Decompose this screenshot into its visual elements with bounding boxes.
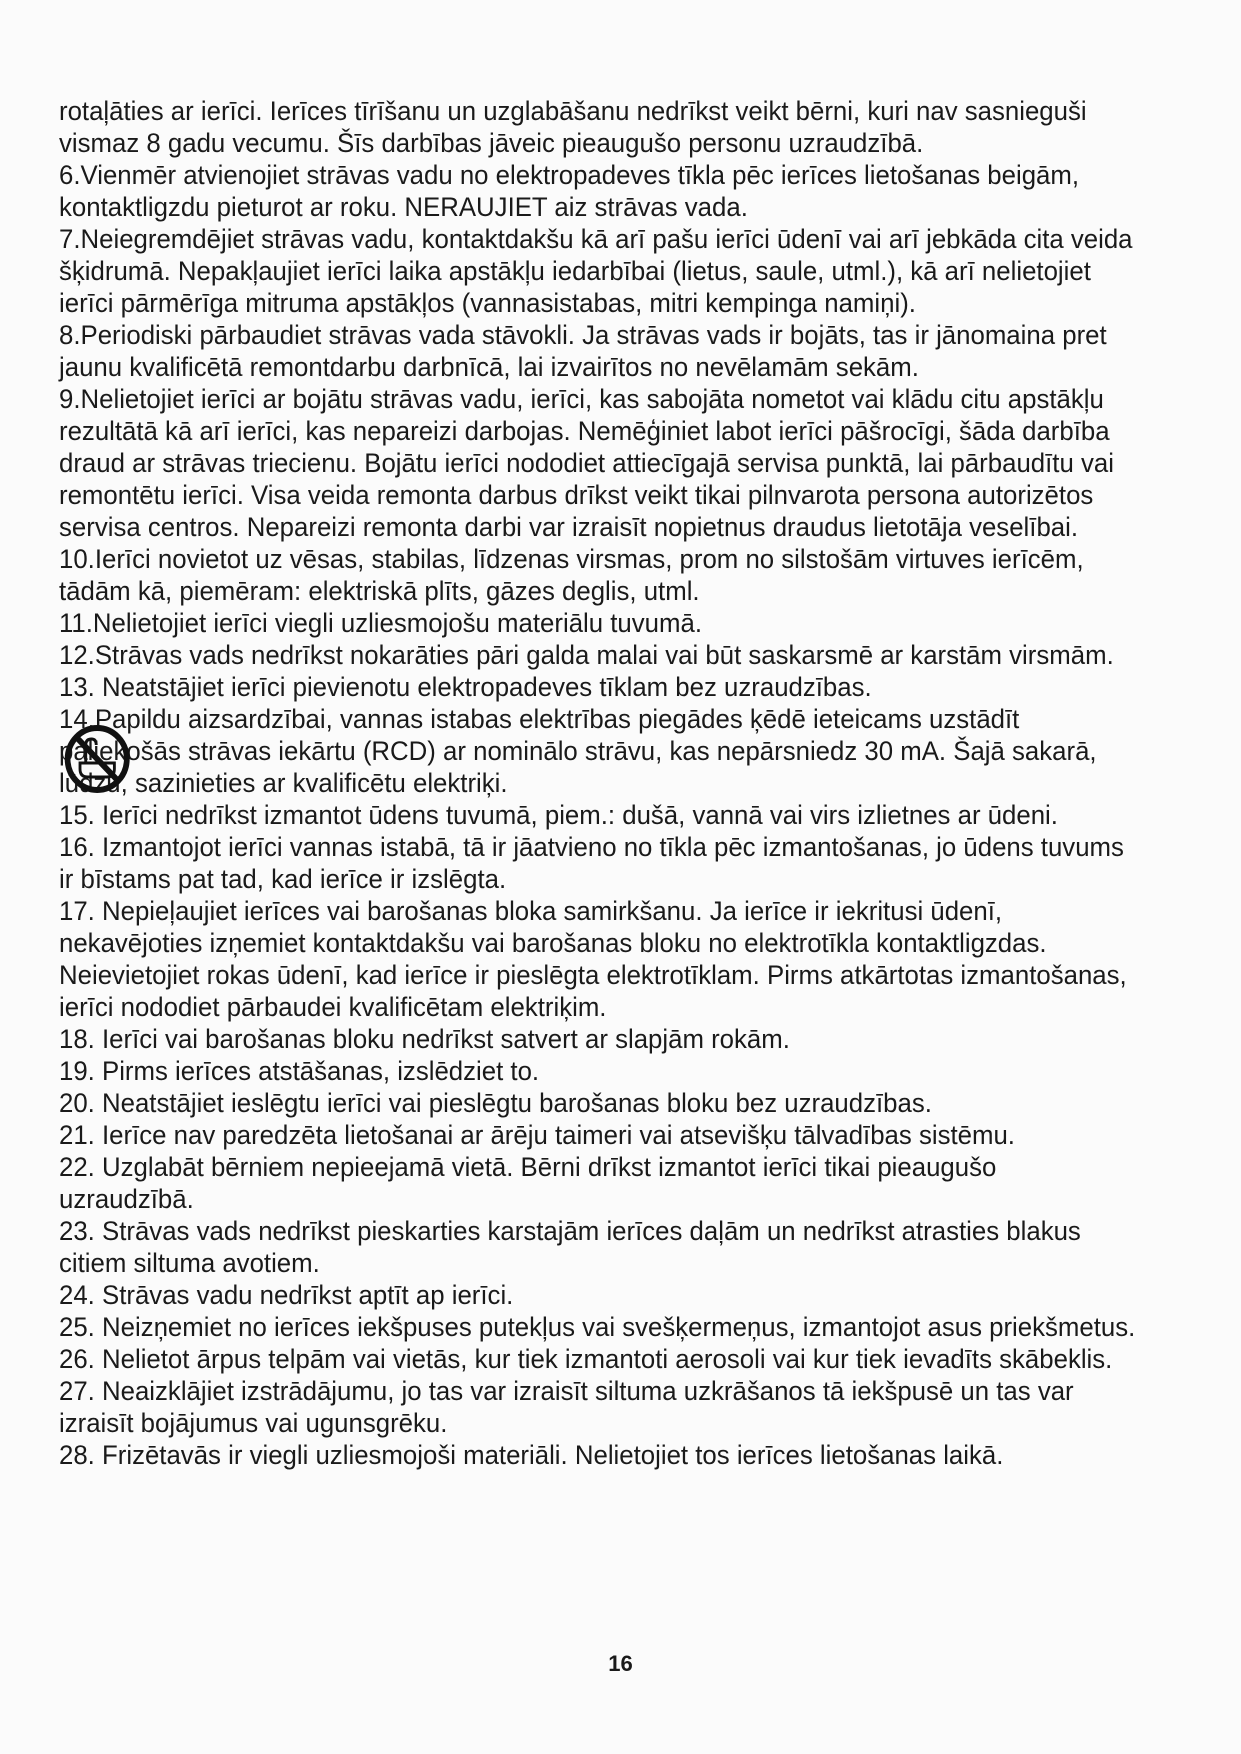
paragraph-23: 23. Strāvas vads nedrīkst pieskarties karstajām ierīces daļām un nedrīkst atrasties blakus citiem siltuma avotiem.: [59, 1216, 1081, 1278]
paragraph-13: 13. Neatstājiet ierīci pievienotu elektropadeves tīklam bez uzraudzības.: [59, 672, 872, 702]
paragraph-25: 25. Neizņemiet no ierīces iekšpuses putekļus vai svešķermeņus, izmantojot asus priekšmetus.: [59, 1312, 1136, 1342]
page-number: 16: [608, 1651, 633, 1676]
safety-instructions: [59, 95, 1138, 1471]
paragraph-27: 27. Neaizklājiet izstrādājumu, jo tas var izraisīt siltuma uzkrāšanos tā iekšpusē un tas var izraisīt bojājumus vai ugunsgrēku.: [59, 1376, 1074, 1438]
paragraph-15: 15. Ierīci nedrīkst izmantot ūdens tuvumā, piem.: dušā, vannā vai virs izlietnes ar ūdeni.: [59, 800, 1058, 830]
paragraph-28: 28. Frizētavās ir viegli uzliesmojoši materiāli. Nelietojiet tos ierīces lietošanas laikā.: [59, 1440, 1004, 1470]
warning-block: [59, 703, 1138, 831]
paragraph-19: 19. Pirms ierīces atstāšanas, izslēdziet to.: [59, 1056, 540, 1086]
paragraph-12: 12.Strāvas vads nedrīkst nokarāties pāri galda malai vai būt saskarsmē ar karstām virsmām.: [59, 640, 1114, 670]
paragraph-14: 14.Papildu aizsardzībai, vannas istabas elektrības piegādes ķēdē ieteicams uzstādīt paliekošās strāvas iekārtu (RCD) ar nominālo strāvu, kas nepārsniedz 30 mA. Šajā sakarā, lūdzu, sazinieties ar kvalificētu elektriķi.: [59, 704, 1097, 798]
paragraph-24: 24. Strāvas vadu nedrīkst aptīt ap ierīci.: [59, 1280, 514, 1310]
paragraph-20: 20. Neatstājiet ieslēgtu ierīci vai pieslēgtu barošanas bloku bez uzraudzības.: [59, 1088, 932, 1118]
paragraph-7: 7.Neiegremdējiet strāvas vadu, kontaktdakšu kā arī pašu ierīci ūdenī vai arī jebkāda cita veida šķidrumā. Nepakļaujiet ierīci laika apstākļu iedarbībai (lietus, saule, utml.), kā arī nelietojiet ierīci pārmērīga mitruma apstākļos (vannasistabas, mitri kempinga namiņi).: [59, 224, 1133, 318]
paragraph-8: 8.Periodiski pārbaudiet strāvas vada stāvokli. Ja strāvas vads ir bojāts, tas ir jānomaina pret jaunu kvalificētā remontdarbu darbnīcā, lai izvairītos no nevēlamām sekām.: [59, 320, 1107, 382]
paragraph-16: 16. Izmantojot ierīci vannas istabā, tā ir jāatvieno no tīkla pēc izmantošanas, jo ūdens tuvums ir bīstams pat tad, kad ierīce ir izslēgta.: [59, 832, 1124, 894]
no-bathtub-warning-icon: [63, 723, 132, 795]
paragraph-21: 21. Ierīce nav paredzēta lietošanai ar ārēju taimeri vai atsevišķu tālvadības sistēmu.: [59, 1120, 1015, 1150]
paragraph-22: 22. Uzglabāt bērniem nepieejamā vietā. Bērni drīkst izmantot ierīci tikai pieaugušo uzraudzībā.: [59, 1152, 997, 1214]
paragraph-18: 18. Ierīci vai barošanas bloku nedrīkst satvert ar slapjām rokām.: [59, 1024, 790, 1054]
paragraph-26: 26. Nelietot ārpus telpām vai vietās, kur tiek izmantoti aerosoli vai kur tiek ievadīts skābeklis.: [59, 1344, 1113, 1374]
paragraph-11: 11.Nelietojiet ierīci viegli uzliesmojošu materiālu tuvumā.: [59, 608, 702, 638]
paragraph-9: 9.Nelietojiet ierīci ar bojātu strāvas vadu, ierīci, kas sabojāta nometot vai klādu citu apstākļu rezultātā kā arī ierīci, kas nepareizi darbojas. Nemēģiniet labot ierīci pāšrocīgi, šāda darbība draud ar strāvas triecienu. Bojātu ierīci nododiet attiecīgajā servisa punktā, lai pārbaudītu vai remontētu ierīci. Visa veida remonta darbus drīkst veikt tikai pilnvarota persona autorizētos servisa centros. Nepareizi remonta darbi var izraisīt nopietnus draudus lietotāja veselībai.: [59, 384, 1114, 542]
paragraph-5-continued: rotaļāties ar ierīci. Ierīces tīrīšanu un uzglabāšanu nedrīkst veikt bērni, kuri nav sasnieguši vismaz 8 gadu vecumu. Šīs darbības jāveic pieaugušo personu uzraudzībā.: [59, 96, 1087, 158]
paragraph-10: 10.Ierīci novietot uz vēsas, stabilas, līdzenas virsmas, prom no silstošām virtuves ierīcēm, tādām kā, piemēram: elektriskā plīts, gāzes deglis, utml.: [59, 544, 1084, 606]
paragraph-6: 6.Vienmēr atvienojiet strāvas vadu no elektropadeves tīkla pēc ierīces lietošanas beigām, kontaktligzdu pieturot ar roku. NERAUJIET aiz strāvas vada.: [59, 160, 1080, 222]
paragraph-17: 17. Nepieļaujiet ierīces vai barošanas bloka samirkšanu. Ja ierīce ir iekritusi ūdenī, nekavējoties izņemiet kontaktdakšu vai barošanas bloku no elektrotīkla kontaktligzdas. Neievietojiet rokas ūdenī, kad ierīce ir pieslēgta elektrotīklam. Pirms atkārtotas izmantošanas, ierīci nododiet pārbaudei kvalificētam elektriķim.: [59, 896, 1127, 1022]
